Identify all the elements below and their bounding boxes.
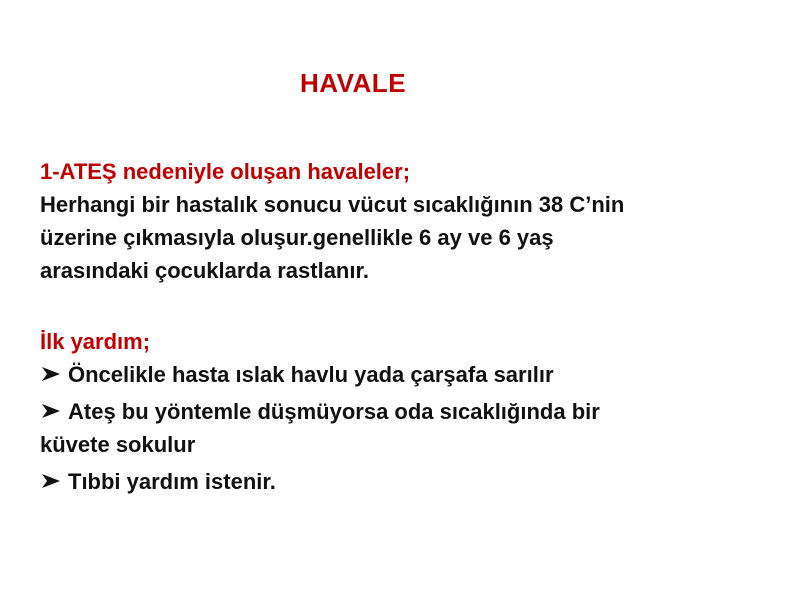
arrow-bullet-icon	[40, 472, 62, 490]
description-line: Herhangi bir hastalık sonucu vücut sıcaklığının 38 C’nin	[40, 192, 625, 217]
first-aid-list	[40, 358, 780, 498]
section-heading: 1-ATEŞ nedeniyle oluşan havaleler;	[40, 159, 411, 184]
bullet-text: Ateş bu yöntemle düşmüyorsa oda sıcaklığında bir	[68, 399, 600, 424]
slide-title: HAVALE	[300, 68, 407, 98]
bullet-text: Tıbbi yardım istenir.	[68, 469, 276, 494]
slide-content	[40, 155, 780, 502]
list-item	[40, 395, 780, 461]
arrow-bullet-icon	[40, 365, 62, 383]
description-line: üzerine çıkmasıyla oluşur.genellikle 6 ay ve 6 yaş	[40, 225, 554, 250]
description	[40, 188, 780, 287]
list-item	[40, 358, 780, 391]
arrow-bullet-icon	[40, 402, 62, 420]
bullet-text: küvete sokulur	[40, 432, 196, 457]
bullet-text: Öncelikle hasta ıslak havlu yada çarşafa sarılır	[68, 362, 554, 387]
list-item	[40, 465, 780, 498]
description-line: arasındaki çocuklarda rastlanır.	[40, 258, 369, 283]
first-aid-heading: İlk yardım;	[40, 329, 151, 354]
